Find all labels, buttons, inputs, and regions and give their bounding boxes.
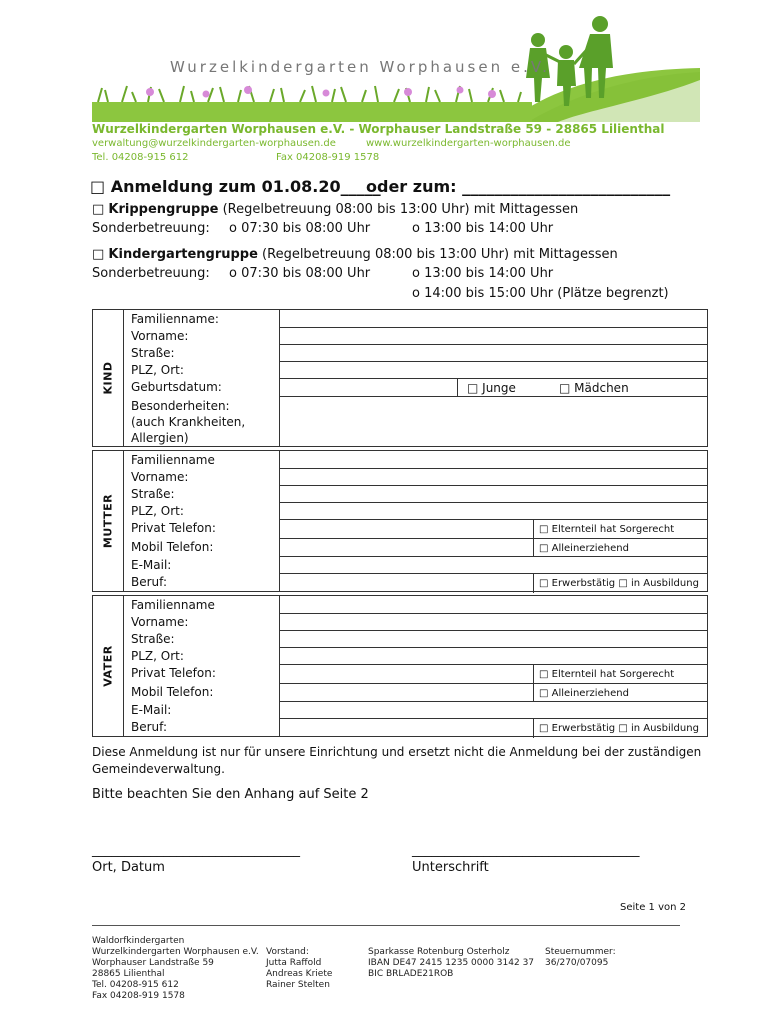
signature-label: Unterschrift <box>412 860 489 875</box>
phone-text: Tel. 04208-915 612 <box>92 152 189 163</box>
mutter-street-label: Straße: <box>131 487 175 501</box>
place-date-label: Ort, Datum <box>92 860 165 875</box>
vater-firstname-label: Vorname: <box>131 615 189 629</box>
vater-street-label: Straße: <box>131 632 175 646</box>
krippe-special-2[interactable]: o 13:00 bis 14:00 Uhr <box>412 221 554 236</box>
address-line: Wurzelkindergarten Worphausen e.V. - Worphauser Landstraße 59 - 28865 Lilienthal <box>92 122 665 136</box>
mutter-email-label: E-Mail: <box>131 558 172 572</box>
kiga-special-1[interactable]: o 07:30 bis 08:00 Uhr <box>229 266 371 281</box>
grass-strip <box>92 102 532 122</box>
footer-divider <box>92 925 680 926</box>
mutter-custody-checkbox[interactable]: □ Elternteil hat Sorgerecht <box>539 524 675 535</box>
mutter-single-checkbox[interactable]: □ Alleinerziehend <box>539 543 629 554</box>
kiga-option[interactable]: □ Kindergartengruppe (Regelbetreuung 08:00 bis 13:00 Uhr) mit Mittagessen <box>92 247 618 262</box>
org-name: Wurzelkindergarten Worphausen e.V. <box>170 58 550 76</box>
footer-col-bank: Sparkasse Rotenburg Osterholz IBAN DE47 2415 1235 0000 3142 37 BIC BRLADE21ROB <box>368 947 535 979</box>
footer-col-address: Waldorfkindergarten Wurzelkindergarten Worphausen e.V. Worphauser Landstraße 59 28865 Lilienthal Tel. 04208-915 612 Fax 04208-919 1578 <box>92 936 259 1001</box>
kind-birthdate-label: Geburtsdatum: <box>131 380 222 394</box>
kind-city-label: PLZ, Ort: <box>131 363 184 377</box>
kind-table <box>92 309 708 447</box>
vater-section-label: VATER <box>101 645 115 687</box>
vater-lastname-label: Familienname <box>131 598 215 612</box>
krippe-special-1[interactable]: o 07:30 bis 08:00 Uhr <box>229 221 371 236</box>
kind-lastname-label: Familienname: <box>131 312 219 326</box>
vater-employment-checkbox[interactable]: □ Erwerbstätig □ in Ausbildung <box>539 723 699 734</box>
vater-mobile-label: Mobil Telefon: <box>131 685 214 699</box>
mutter-phone-label: Privat Telefon: <box>131 521 216 535</box>
mutter-mobile-label: Mobil Telefon: <box>131 540 214 554</box>
vater-phone-label: Privat Telefon: <box>131 666 216 680</box>
website-link[interactable]: www.wurzelkindergarten-worphausen.de <box>366 138 571 149</box>
mutter-employment-checkbox[interactable]: □ Erwerbstätig □ in Ausbildung <box>539 578 699 589</box>
page-number: Seite 1 von 2 <box>620 902 686 913</box>
kind-special-label-3: Allergien) <box>131 431 189 445</box>
mutter-firstname-label: Vorname: <box>131 470 189 484</box>
notice-line-2: Gemeindeverwaltung. <box>92 762 225 776</box>
kind-section-label: KIND <box>101 361 115 395</box>
notice-line-1: Diese Anmeldung ist nur für unsere Einrichtung und ersetzt nicht die Anmeldung bei der zuständigen <box>92 745 702 759</box>
fax-text: Fax 04208-919 1578 <box>276 152 380 163</box>
krippe-option[interactable]: □ Krippengruppe (Regelbetreuung 08:00 bis 13:00 Uhr) mit Mittagessen <box>92 202 579 217</box>
mutter-city-label: PLZ, Ort: <box>131 504 184 518</box>
kind-special-label-1: Besonderheiten: <box>131 399 230 413</box>
signature-line[interactable]: ___________________________________ <box>412 843 640 858</box>
vater-city-label: PLZ, Ort: <box>131 649 184 663</box>
kiga-special-2[interactable]: o 13:00 bis 14:00 Uhr <box>412 266 554 281</box>
kiga-special-3[interactable]: o 14:00 bis 15:00 Uhr (Plätze begrenzt) <box>412 286 669 301</box>
footer-col-tax: Steuernummer: 36/270/07095 <box>545 947 616 968</box>
kind-street-label: Straße: <box>131 346 175 360</box>
kind-boy-checkbox[interactable]: □ Junge <box>467 381 516 395</box>
krippe-special-label: Sonderbetreuung: <box>92 221 210 236</box>
attachment-notice: Bitte beachten Sie den Anhang auf Seite 2 <box>92 787 369 802</box>
registration-title[interactable]: □ Anmeldung zum 01.08.20_____ <box>90 177 381 196</box>
kiga-special-label: Sonderbetreuung: <box>92 266 210 281</box>
place-date-line[interactable]: ________________________________ <box>92 843 300 858</box>
kind-firstname-label: Vorname: <box>131 329 189 343</box>
mutter-table <box>92 450 708 592</box>
mutter-job-label: Beruf: <box>131 575 167 589</box>
mutter-section-label: MUTTER <box>101 493 115 549</box>
footer-col-board: Vorstand: Jutta Raffold Andreas Kriete Rainer Stelten <box>266 947 333 990</box>
vater-table <box>92 595 708 737</box>
kind-special-label-2: (auch Krankheiten, <box>131 415 246 429</box>
vater-custody-checkbox[interactable]: □ Elternteil hat Sorgerecht <box>539 669 675 680</box>
registration-alt-date[interactable]: oder zum: __________________________ <box>366 177 671 196</box>
vater-email-label: E-Mail: <box>131 703 172 717</box>
email-link[interactable]: verwaltung@wurzelkindergarten-worphausen.de <box>92 138 336 149</box>
flowers <box>146 86 496 98</box>
kind-girl-checkbox[interactable]: □ Mädchen <box>559 381 629 395</box>
vater-single-checkbox[interactable]: □ Alleinerziehend <box>539 688 629 699</box>
mutter-lastname-label: Familienname <box>131 453 215 467</box>
vater-job-label: Beruf: <box>131 720 167 734</box>
